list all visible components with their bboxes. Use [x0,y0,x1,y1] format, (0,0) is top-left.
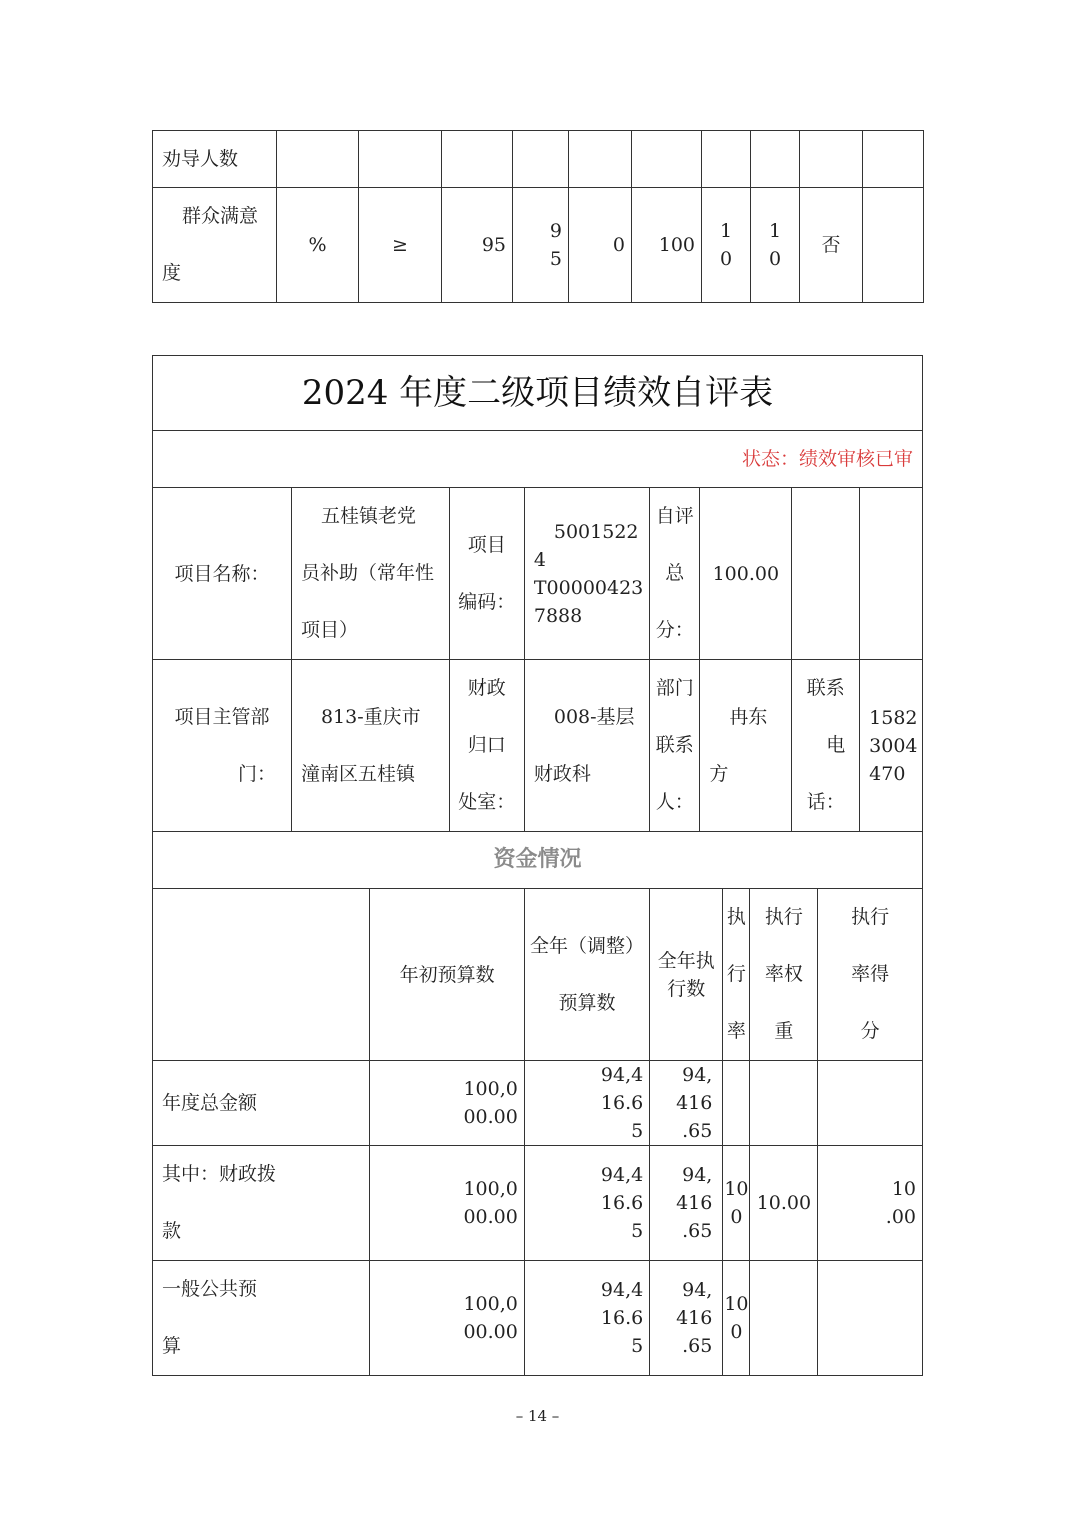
funds-row-label: 其中：财政拨 款 [153,1146,370,1261]
funds-adjusted: 94,4 16.6 5 [524,1061,649,1146]
funds-executed: 94, 416 .65 [650,1061,723,1146]
indicator-label: 群众满意 度 [153,188,277,303]
table-title: 2024 年度二级项目绩效自评表 [153,356,923,431]
funds-weight [750,1261,818,1376]
header-adjusted-budget: 全年（调整） 预算数 [524,889,649,1061]
indicator-target: 95 [442,188,513,303]
funds-weight [750,1061,818,1146]
funds-rate: 100 [723,1261,750,1376]
funds-row-label: 年度总金额 [153,1061,370,1146]
funds-initial: 100,0 00.00 [370,1261,525,1376]
funds-score: 10 .00 [818,1146,923,1261]
dept-value: 813-重庆市 潼南区五桂镇 [291,660,449,832]
indicator-col9: 1 0 [751,188,800,303]
funds-adjusted: 94,4 16.6 5 [524,1146,649,1261]
funds-weight: 10.00 [750,1146,818,1261]
self-score-label: 自评 总分： [650,488,700,660]
indicator-col8: 1 0 [702,188,751,303]
header-weight: 执行 率权 重 [750,889,818,1061]
indicator-operator: ≥ [359,188,442,303]
contact-label: 部门 联系 人： [650,660,700,832]
funds-rate: 100 [723,1146,750,1261]
funds-rate [723,1061,750,1146]
project-name-value: 五桂镇老党 员补助（常年性 项目） [291,488,449,660]
phone-label: 联系 电 话： [792,660,860,832]
header-executed: 全年执行数 [650,889,723,1061]
funds-adjusted: 94,4 16.6 5 [524,1261,649,1376]
header-rate: 执 行 率 [723,889,750,1061]
indicator-unit: % [277,188,359,303]
finance-office-label: 财政 归口 处室： [449,660,524,832]
self-evaluation-table [152,355,923,1376]
funds-executed: 94, 416 .65 [650,1146,723,1261]
funds-executed: 94, 416 .65 [650,1261,723,1376]
header-score: 执行 率得 分 [818,889,923,1061]
indicator-label: 劝导人数 [153,131,277,188]
funds-row-label: 一般公共预 算 [153,1261,370,1376]
dept-label: 项目主管部 门： [153,660,292,832]
indicator-table-continued [152,130,924,303]
funds-score [818,1061,923,1146]
indicator-deviation: 否 [800,188,863,303]
funds-score [818,1261,923,1376]
finance-office-value: 008-基层 财政科 [524,660,649,832]
status-text: 状态：绩效审核已审 [153,431,923,488]
contact-value: 冉东 方 [700,660,792,832]
header-initial-budget: 年初预算数 [370,889,525,1061]
phone-value: 1582 3004 470 [860,660,923,832]
funds-initial: 100,0 00.00 [370,1146,525,1261]
funds-initial: 100,0 00.00 [370,1061,525,1146]
self-score-value: 100.00 [700,488,792,660]
project-code-label: 项目 编码： [449,488,524,660]
funds-section-title: 资金情况 [153,832,923,889]
project-code-value: 50015224 T00000423 7888 [524,488,649,660]
indicator-col6: 0 [569,188,632,303]
indicator-actual: 9 5 [513,188,569,303]
page-number: – 14 – [515,1407,560,1425]
project-name-label: 项目名称： [153,488,292,660]
indicator-col7: 100 [632,188,702,303]
